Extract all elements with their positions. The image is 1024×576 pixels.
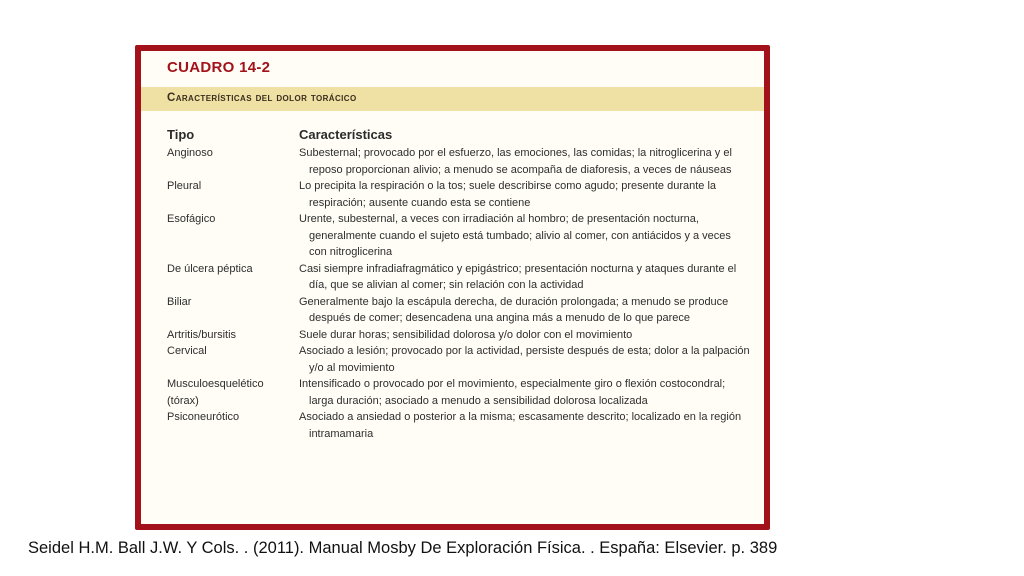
row-desc: Suele durar horas; sensibilidad dolorosa y/o dolor con el movimiento	[299, 328, 633, 341]
table-row	[167, 343, 750, 376]
row-tipo: Anginoso	[167, 147, 213, 159]
table-row	[167, 294, 747, 327]
row-desc: Casi siempre infradiafragmático y epigástrico; presentación nocturna y ataques durante el día, que se alivian al comer; sin relación con la actividad	[299, 262, 737, 291]
row-desc: Asociado a ansiedad o posterior a la misma; escasamente descrito; localizado en la región intramamaria	[299, 411, 742, 440]
row-desc: Urente, subesternal, a veces con irradiación al hombro; de presentación nocturna, generalmente cuando el sujeto está tumbado; alivio al comer, con antiácidos y a veces con nitroglicerina	[299, 213, 731, 258]
citation: Seidel H.M. Ball J.W. Y Cols. . (2011). Manual Mosby De Exploración Física. . España: Elsevier. p. 389	[28, 539, 778, 557]
table-row	[167, 145, 747, 178]
table-row	[167, 261, 747, 294]
row-tipo: Biliar	[167, 295, 192, 308]
row-desc: Asociado a lesión; provocado por la actividad, persiste después de esta; dolor a la palpación y/o al movimiento	[299, 345, 750, 374]
box-title: CUADRO 14-2	[167, 59, 271, 76]
table-row	[167, 409, 747, 442]
table-body	[167, 145, 750, 442]
row-tipo: Artritis/bursitis	[167, 328, 237, 341]
row-desc: Lo precipita la respiración o la tos; suele describirse como agudo; presente durante la respiración; ausente cuando esta se contiene	[299, 180, 717, 209]
row-desc: Generalmente bajo la escápula derecha, de duración prolongada; a menudo se produce después de comer; desencadena una angina más a menudo de lo que parece	[299, 295, 729, 324]
row-tipo: Psiconeurótico	[167, 411, 240, 423]
table-row	[167, 376, 747, 409]
row-desc: Intensificado o provocado por el movimiento, especialmente giro o flexión costocondral; larga duración; asociado a menudo a sensibilidad dolorosa localizada	[299, 378, 726, 407]
box-subtitle: Características del dolor torácico	[167, 92, 357, 104]
row-desc: Subesternal; provocado por el esfuerzo, las emociones, las comidas; la nitroglicerina y el reposo proporcionan alivio; a menudo se acompaña de diaforesis, a veces de náuseas	[299, 147, 732, 176]
column-header-caracteristicas: Características	[299, 127, 393, 142]
row-tipo: Pleural	[167, 180, 202, 192]
column-header-tipo: Tipo	[167, 127, 195, 142]
row-tipo: De úlcera péptica	[167, 262, 253, 275]
table-row	[167, 178, 747, 211]
table-row	[167, 327, 747, 344]
row-tipo: Cervical	[167, 345, 207, 357]
box-subtitle-bar	[141, 87, 764, 111]
row-tipo: Musculoesquelético (tórax)	[167, 378, 264, 407]
row-tipo: Esofágico	[167, 213, 216, 225]
table-row	[167, 211, 747, 261]
table-box	[135, 45, 770, 530]
